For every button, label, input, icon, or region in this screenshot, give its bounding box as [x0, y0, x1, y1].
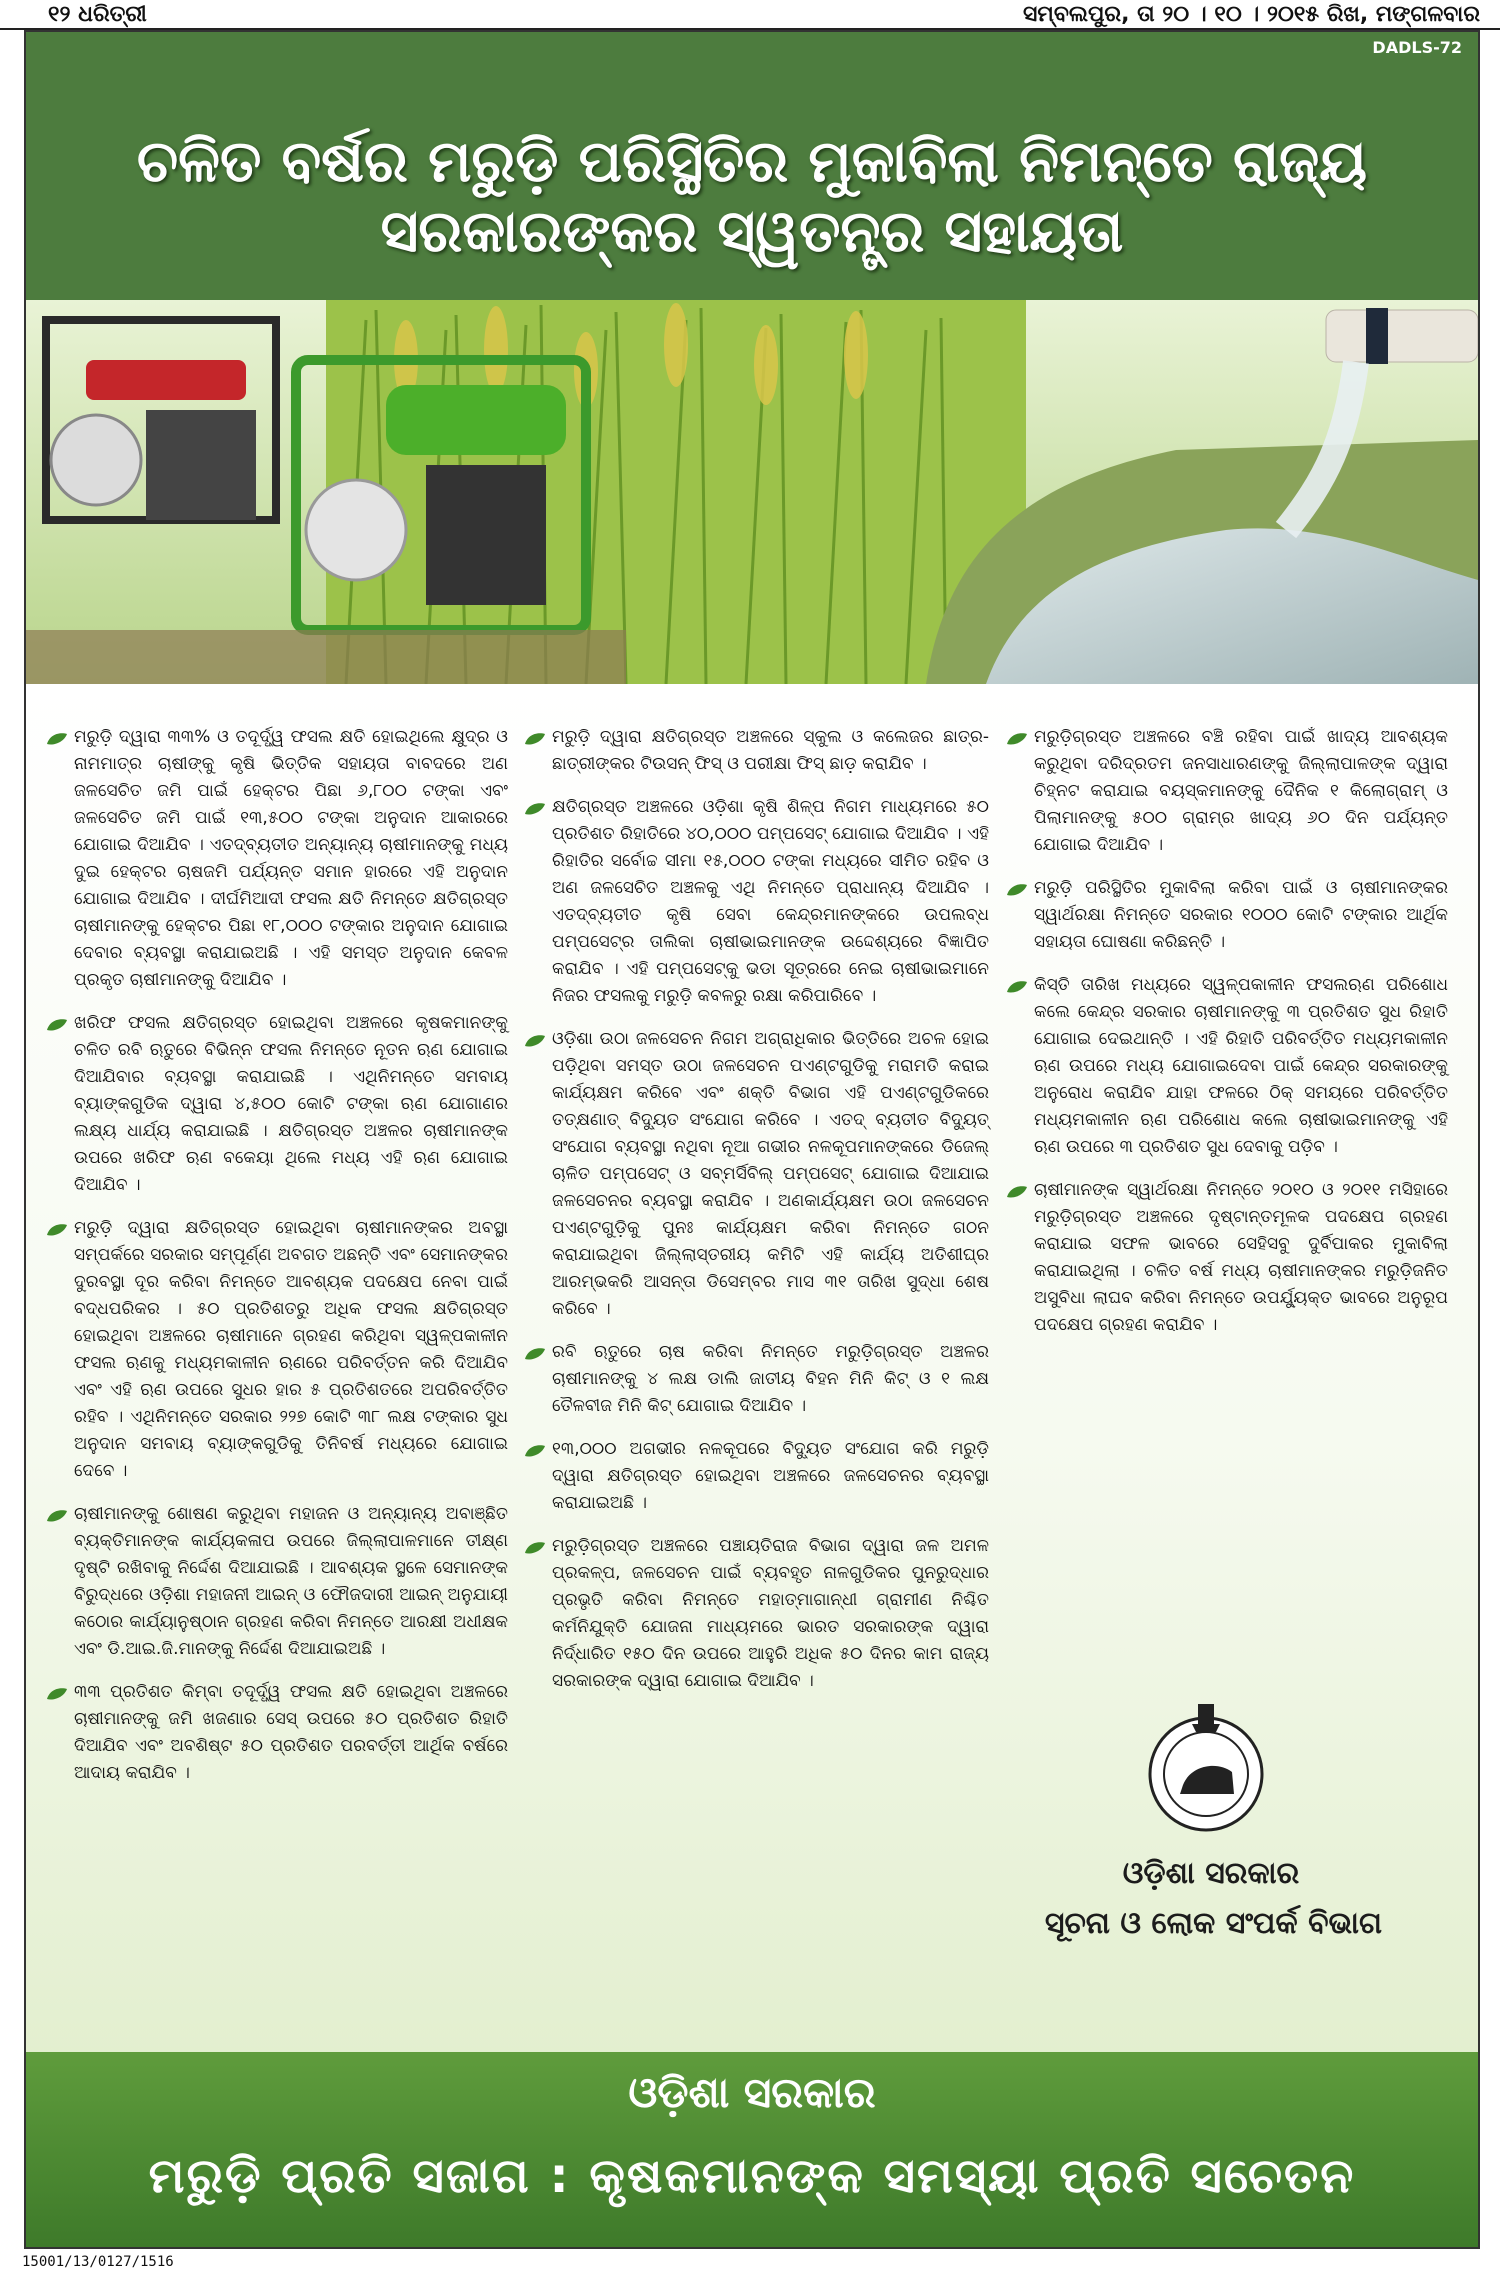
- list-item: ମରୁଡ଼ିଗ୍ରସ୍ତ ଅଞ୍ଚଳରେ ବଞ୍ଚି ରହିବା ପାଇଁ ଖାଦ୍ୟ ଆବଶ୍ୟକ କରୁଥିବା ଦରିଦ୍ରତମ ଜନସାଧାରଣଙ୍କୁ ଜିଲ୍ଲାପାଳଙ୍କ ଦ୍ୱାରା ଚିହ୍ନଟ କରାଯାଇ ବୟସ୍କମାନଙ୍କୁ ଦୈନିକ ୧ କିଲୋଗ୍ରାମ୍ ଓ ପିଲାମାନଙ୍କୁ ୫୦୦ ଗ୍ରାମ୍‌ର ଖାଦ୍ୟ ୬୦ ଦିନ ପର୍ଯ୍ୟନ୍ତ ଯୋଗାଇ ଦିଆଯିବ ।: [1006, 724, 1448, 859]
- dateline: ସମ୍ବଲପୁର, ତା ୨୦ । ୧୦ । ୨୦୧୫ ରିଖ, ମଙ୍ଗଳବାର: [1023, 2, 1480, 27]
- list-item: ରବି ଋତୁରେ ଚାଷ କରିବା ନିମନ୍ତେ ମରୁଡ଼ିଗ୍ରସ୍ତ ଅଞ୍ଚଳର ଚାଷୀମାନଙ୍କୁ ୪ ଲକ୍ଷ ଡାଲି ଜାତୀୟ ବିହନ ମିନି କିଟ୍ ଓ ୧ ଲକ୍ଷ ତୈଳବୀଜ ମିନି କିଟ୍ ଯୋଗାଇ ଦିଆଯିବ ।: [524, 1339, 989, 1420]
- leaf-bullet-icon: [1006, 1181, 1028, 1195]
- list-item: ୧୩,୦୦୦ ଅଗଭୀର ନଳକୂପରେ ବିଦ୍ୟୁତ ସଂଯୋଗ କରି ମରୁଡ଼ି ଦ୍ୱାରା କ୍ଷତିଗ୍ରସ୍ତ ହୋଇଥିବା ଅଞ୍ଚଳରେ ଜଳସେଚନର ବ୍ୟବସ୍ଥା କରାଯାଇଅଛି ।: [524, 1436, 989, 1517]
- print-code: 15001/13/0127/1516: [22, 2254, 174, 2270]
- advertisement: [24, 30, 1480, 2249]
- list-item: ଚାଷୀମାନଙ୍କୁ ଶୋଷଣ କରୁଥିବା ମହାଜନ ଓ ଅନ୍ୟାନ୍ୟ ଅବାଞ୍ଛିତ ବ୍ୟକ୍ତିମାନଙ୍କ କାର୍ଯ୍ୟକଳାପ ଉପରେ ଜିଲ୍ଲାପାଳମାନେ ତୀକ୍ଷ୍ଣ ଦୃଷ୍ଟି ରଖିବାକୁ ନିର୍ଦ୍ଦେଶ ଦିଆଯାଇଛି । ଆବଶ୍ୟକ ସ୍ଥଳେ ସେମାନଙ୍କ ବିରୁଦ୍ଧରେ ଓଡ଼ିଶା ମହାଜନୀ ଆଇନ୍ ଓ ଫୌଜଦାରୀ ଆଇନ୍ ଅନୁଯାୟୀ କଠୋର କାର୍ଯ୍ୟାନୁଷ୍ଠାନ ଗ୍ରହଣ କରିବା ନିମନ୍ତେ ଆରକ୍ଷୀ ଅଧୀକ୍ଷକ ଏବଂ ଡି.ଆଇ.ଜି.ମାନଙ୍କୁ ନିର୍ଦ୍ଦେଶ ଦିଆଯାଇଅଛି ।: [46, 1501, 508, 1663]
- leaf-bullet-icon: [524, 728, 546, 742]
- footer-title: ଓଡ଼ିଶା ସରକାର: [628, 2068, 876, 2117]
- leaf-bullet-icon: [46, 728, 68, 742]
- odisha-seal-icon: [1136, 1696, 1276, 1836]
- leaf-bullet-icon: [46, 1683, 68, 1697]
- page-number-masthead: ୧୨ ଧରିତ୍ରୀ: [48, 2, 147, 27]
- hero-image: [26, 300, 1478, 684]
- leaf-bullet-icon: [46, 1505, 68, 1519]
- content-area: [26, 684, 1478, 2054]
- column-3: [1006, 724, 1448, 1355]
- column-2: [524, 724, 989, 1711]
- list-item: ଚାଷୀମାନଙ୍କ ସ୍ୱାର୍ଥରକ୍ଷା ନିମନ୍ତେ ୨୦୧୦ ଓ ୨୦୧୧ ମସିହାରେ ମରୁଡ଼ିଗ୍ରସ୍ତ ଅଞ୍ଚଳରେ ଦୃଷ୍ଟାନ୍ତମୂଳକ ପଦକ୍ଷେପ ଗ୍ରହଣ କରାଯାଇ ସଫଳ ଭାବରେ ସେହିସବୁ ଦୁର୍ବିପାକର ମୁକାବିଲା କରାଯାଇଥିଲା । ଚଳିତ ବର୍ଷ ମଧ୍ୟ ଚାଷୀମାନଙ୍କର ମରୁଡ଼ିଜନିତ ଅସୁବିଧା ଲାଘବ କରିବା ନିମନ୍ତେ ଉପର୍ଯ୍ୟୁକ୍ତ ଭାବରେ ଅନୁରୂପ ପଦକ୍ଷେପ ଗ୍ରହଣ କରାଯିବ ।: [1006, 1177, 1448, 1339]
- list-item: ଓଡ଼ିଶା ଉଠା ଜଳସେଚନ ନିଗମ ଅଗ୍ରାଧିକାର ଭିତ୍ତିରେ ଅଚଳ ହୋଇ ପଡ଼ିଥିବା ସମସ୍ତ ଉଠା ଜଳସେଚନ ପଏଣ୍ଟଗୁଡିକୁ ମରାମତି କରାଇ କାର୍ଯ୍ୟକ୍ଷମ କରିବେ ଏବଂ ଶକ୍ତି ବିଭାଗ ଏହି ପଏଣ୍ଟଗୁଡିକରେ ତତ୍‌କ୍ଷଣାତ୍ ବିଦ୍ୟୁତ ସଂଯୋଗ କରିବେ । ଏତଦ୍ ବ୍ୟତୀତ ବିଦ୍ୟୁତ୍ ସଂଯୋଗ ବ୍ୟବସ୍ଥା ନଥିବା ନୂଆ ଗଭୀର ନଳକୂପମାନଙ୍କରେ ଡିଜେଲ୍ ଚାଳିତ ପମ୍ପସେଟ୍ ଓ ସବ୍‌ମର୍ସିବିଲ୍ ପମ୍ପସେଟ୍ ଯୋଗାଇ ଦିଆଯାଇ ଜଳସେଚନର ବ୍ୟବସ୍ଥା କରାଯିବ । ଅଣକାର୍ଯ୍ୟକ୍ଷମ ଉଠା ଜଳସେଚନ ପଏଣ୍ଟଗୁଡ଼ିକୁ ପୁନଃ କାର୍ଯ୍ୟକ୍ଷମ କରିବା ନିମନ୍ତେ ଗଠନ କରାଯାଇଥିବା ଜିଲ୍ଲାସ୍ତରୀୟ କମିଟି ଏହି କାର୍ଯ୍ୟ ଅତିଶୀଘ୍ର ଆରମ୍ଭକରି ଆସନ୍ତା ଡିସେମ୍ବର ମାସ ୩୧ ତାରିଖ ସୁଦ୍ଧା ଶେଷ କରିବେ ।: [524, 1026, 989, 1323]
- leaf-bullet-icon: [524, 1343, 546, 1357]
- headline-banner: [26, 32, 1478, 300]
- govt-name: ଓଡ଼ିଶା ସରକାର: [1122, 1856, 1300, 1891]
- column-1: [46, 724, 508, 1803]
- pumps-and-paddy-illustration: [26, 300, 1478, 684]
- list-item: ମରୁଡ଼ି ପରିସ୍ଥିତିର ମୁକାବିଲା କରିବା ପାଇଁ ଓ ଚାଷୀମାନଙ୍କର ସ୍ୱାର୍ଥରକ୍ଷା ନିମନ୍ତେ ସରକାର ୧୦୦୦ କୋଟି ଟଙ୍କାର ଆର୍ଥିକ ସହାୟତା ଘୋଷଣା କରିଛନ୍ତି ।: [1006, 875, 1448, 956]
- list-item: ମରୁଡ଼ି ଦ୍ୱାରା କ୍ଷତିଗ୍ରସ୍ତ ଅଞ୍ଚଳରେ ସ୍କୁଲ ଓ କଲେଜର ଛାତ୍ର-ଛାତ୍ରୀଙ୍କର ଟିଉସନ୍ ଫିସ୍ ଓ ପରୀକ୍ଷା ଫିସ୍ ଛାଡ଼ କରାଯିବ ।: [524, 724, 989, 778]
- leaf-bullet-icon: [1006, 728, 1028, 742]
- leaf-bullet-icon: [46, 1219, 68, 1233]
- list-item: କ୍ଷତିଗ୍ରସ୍ତ ଅଞ୍ଚଳରେ ଓଡ଼ିଶା କୃଷି ଶିଳ୍ପ ନିଗମ ମାଧ୍ୟମରେ ୫୦ ପ୍ରତିଶତ ରିହାତିରେ ୪୦,୦୦୦ ପମ୍ପସେଟ୍ ଯୋଗାଇ ଦିଆଯିବ । ଏହି ରିହାତିର ସର୍ବୋଚ୍ଚ ସୀମା ୧୫,୦୦୦ ଟଙ୍କା ମଧ୍ୟରେ ସୀମିତ ରହିବ ଓ ଅଣ ଜଳସେଚିତ ଅଞ୍ଚଳକୁ ଏଥି ନିମନ୍ତେ ପ୍ରାଧାନ୍ୟ ଦିଆଯିବ । ଏତଦ୍‌ବ୍ୟତୀତ କୃଷି ସେବା କେନ୍ଦ୍ରମାନଙ୍କରେ ଉପଲବ୍ଧ ପମ୍ପସେଟ୍‌ର ତାଲିକା ଚାଷୀଭାଇମାନଙ୍କ ଉଦ୍ଦେଶ୍ୟରେ ବିଜ୍ଞାପିତ କରାଯିବ । ଏହି ପମ୍ପସେଟ୍‌କୁ ଭଡା ସୂତ୍ରରେ ନେଇ ଚାଷୀଭାଇମାନେ ନିଜର ଫସଲକୁ ମରୁଡ଼ି କବଳରୁ ରକ୍ଷା କରିପାରିବେ ।: [524, 794, 989, 1010]
- leaf-bullet-icon: [1006, 976, 1028, 990]
- list-item: ଖରିଫ ଫସଲ କ୍ଷତିଗ୍ରସ୍ତ ହୋଇଥିବା ଅଞ୍ଚଳରେ କୃଷକମାନଙ୍କୁ ଚଳିତ ରବି ଋତୁରେ ବିଭିନ୍ନ ଫସଲ ନିମନ୍ତେ ନୂତନ ଋଣ ଯୋଗାଇ ଦିଆଯିବାର ବ୍ୟବସ୍ଥା କରାଯାଇଛି । ଏଥିନିମନ୍ତେ ସମବାୟ ବ୍ୟାଙ୍କଗୁଡିକ ଦ୍ୱାରା ୪,୫୦୦ କୋଟି ଟଙ୍କା ଋଣ ଯୋଗାଣର ଲକ୍ଷ୍ୟ ଧାର୍ଯ୍ୟ କରାଯାଇଛି । କ୍ଷତିଗ୍ରସ୍ତ ଅଞ୍ଚଳର ଚାଷୀମାନଙ୍କ ଉପରେ ଖରିଫ ଋଣ ବକେୟା ଥିଲେ ମଧ୍ୟ ଏହି ଋଣ ଯୋଗାଇ ଦିଆଯିବ ।: [46, 1010, 508, 1199]
- footer-slogan: ମରୁଡ଼ି ପ୍ରତି ସଜାଗ : କୃଷକମାନଙ୍କ ସମସ୍ୟା ପ୍ରତି ସଚେତନ: [148, 2148, 1356, 2204]
- list-item: ମରୁଡ଼ି ଦ୍ୱାରା କ୍ଷତିଗ୍ରସ୍ତ ହୋଇଥିବା ଚାଷୀମାନଙ୍କର ଅବସ୍ଥା ସମ୍ପର୍କରେ ସରକାର ସମ୍ପୂର୍ଣ୍ଣ ଅବଗତ ଅଛନ୍ତି ଏବଂ ସେମାନଙ୍କର ଦୁରବସ୍ଥା ଦୂର କରିବା ନିମନ୍ତେ ଆବଶ୍ୟକ ପଦକ୍ଷେପ ନେବା ପାଇଁ ବଦ୍ଧପରିକର । ୫୦ ପ୍ରତିଶତରୁ ଅଧିକ ଫସଲ କ୍ଷତିଗ୍ରସ୍ତ ହୋଇଥିବା ଅଞ୍ଚଳରେ ଚାଷୀମାନେ ଗ୍ରହଣ କରିଥିବା ସ୍ୱଳ୍ପକାଳୀନ ଫସଲ ଋଣକୁ ମଧ୍ୟମକାଳୀନ ଋଣରେ ପରିବର୍ତ୍ତନ କରି ଦିଆଯିବ ଏବଂ ଏହି ଋଣ ଉପରେ ସୁଧର ହାର ୫ ପ୍ରତିଶତରେ ଅପରିବର୍ତ୍ତିତ ରହିବ । ଏଥିନିମନ୍ତେ ସରକାର ୨୨୭ କୋଟି ୩୮ ଲକ୍ଷ ଟଙ୍କାର ସୁଧ ଅନୁଦାନ ସମବାୟ ବ୍ୟାଙ୍କଗୁଡିକୁ ତିନିବର୍ଷ ମଧ୍ୟରେ ଯୋଗାଇ ଦେବେ ।: [46, 1215, 508, 1485]
- leaf-bullet-icon: [524, 798, 546, 812]
- leaf-bullet-icon: [524, 1030, 546, 1044]
- leaf-bullet-icon: [524, 1440, 546, 1454]
- list-item: ୩୩ ପ୍ରତିଶତ କିମ୍ବା ତଦୂର୍ଦ୍ଧ୍ୱ ଫସଲ କ୍ଷତି ହୋଇଥିବା ଅଞ୍ଚଳରେ ଚାଷୀମାନଙ୍କୁ ଜମି ଖଜଣାର ସେସ୍ ଉପରେ ୫୦ ପ୍ରତିଶତ ରିହାତି ଦିଆଯିବ ଏବଂ ଅବଶିଷ୍ଟ ୫୦ ପ୍ରତିଶତ ପରବର୍ତ୍ତୀ ଆର୍ଥିକ ବର୍ଷରେ ଆଦାୟ କରାଯିବ ।: [46, 1679, 508, 1787]
- newspaper-header: [0, 0, 1500, 30]
- leaf-bullet-icon: [524, 1537, 546, 1551]
- headline: ଚଳିତ ବର୍ଷର ମରୁଡ଼ି ପରିସ୍ଥିତିର ମୁକାବିଲା ନିମନ୍ତେ ରାଜ୍ୟ ସରକାରଙ୍କର ସ୍ୱତନ୍ତ୍ର ସହାୟତା: [136, 127, 1368, 265]
- list-item: କିସ୍ତି ତାରିଖ ମଧ୍ୟରେ ସ୍ୱଳ୍ପକାଳୀନ ଫସଲଋଣ ପରିଶୋଧ କଲେ କେନ୍ଦ୍ର ସରକାର ଚାଷୀମାନଙ୍କୁ ୩ ପ୍ରତିଶତ ସୁଧ ରିହାତି ଯୋଗାଇ ଦେଇଥାନ୍ତି । ଏହି ରିହାତି ପରିବର୍ତ୍ତିତ ମଧ୍ୟମକାଳୀନ ଋଣ ଉପରେ ମଧ୍ୟ ଯୋଗାଇଦେବା ପାଇଁ କେନ୍ଦ୍ର ସରକାରଙ୍କୁ ଅନୁରୋଧ କରାଯିବ ଯାହା ଫଳରେ ଠିକ୍ ସମୟରେ ପରିବର୍ତ୍ତିତ ମଧ୍ୟମକାଳୀନ ଋଣ ପରିଶୋଧ କଲେ ଚାଷୀଭାଇମାନଙ୍କୁ ଏହି ଋଣ ଉପରେ ୩ ପ୍ରତିଶତ ସୁଧ ଦେବାକୁ ପଡ଼ିବ ।: [1006, 972, 1448, 1161]
- ad-code: DADLS-72: [1372, 38, 1462, 57]
- list-item: ମରୁଡ଼ି ଦ୍ୱାରା ୩୩% ଓ ତଦୂର୍ଦ୍ଧ୍ୱ ଫସଲ କ୍ଷତି ହୋଇଥିଲେ କ୍ଷୁଦ୍ର ଓ ନାମମାତ୍ର ଚାଷୀଙ୍କୁ କୃଷି ଭିତ୍ତିକ ସହାୟତା ବାବଦରେ ଅଣ ଜଳସେଚିତ ଜମି ପାଇଁ ହେକ୍ଟର ପିଛା ୬,୮୦୦ ଟଙ୍କା ଏବଂ ଜଳସେଚିତ ଜମି ପାଇଁ ୧୩,୫୦୦ ଟଙ୍କା ଅନୁଦାନ ଆକାରରେ ଯୋଗାଇ ଦିଆଯିବ । ଏତଦ୍‌ବ୍ୟତୀତ ଅନ୍ୟାନ୍ୟ ଚାଷୀମାନଙ୍କୁ ମଧ୍ୟ ଦୁଇ ହେକ୍ଟର ଚାଷଜମି ପର୍ଯ୍ୟନ୍ତ ସମାନ ହାରରେ ଏହି ଅନୁଦାନ ଯୋଗାଇ ଦିଆଯିବ । ଦୀର୍ଘମିଆଦୀ ଫସଲ କ୍ଷତି ନିମନ୍ତେ କ୍ଷତିଗ୍ରସ୍ତ ଚାଷୀମାନଙ୍କୁ ହେକ୍ଟର ପିଛା ୧୮,୦୦୦ ଟଙ୍କାର ଅନୁଦାନ ଯୋଗାଇ ଦେବାର ବ୍ୟବସ୍ଥା କରାଯାଇଅଛି । ଏହି ସମସ୍ତ ଅନୁଦାନ କେବଳ ପ୍ରକୃତ ଚାଷୀମାନଙ୍କୁ ଦିଆଯିବ ।: [46, 724, 508, 994]
- leaf-bullet-icon: [1006, 879, 1028, 893]
- list-item: ମରୁଡ଼ିଗ୍ରସ୍ତ ଅଞ୍ଚଳରେ ପଞ୍ଚାୟତିରାଜ ବିଭାଗ ଦ୍ୱାରା ଜଳ ଅମଳ ପ୍ରକଳ୍ପ, ଜଳସେଚନ ପାଇଁ ବ୍ୟବହୃତ ନାଳଗୁଡିକର ପୁନରୁଦ୍ଧାର ପ୍ରଭୃତି କରିବା ନିମନ୍ତେ ମହାତ୍ମାଗାନ୍ଧୀ ଗ୍ରାମୀଣ ନିଶ୍ଚିତ କର୍ମନିଯୁକ୍ତି ଯୋଜନା ମାଧ୍ୟମରେ ଭାରତ ସରକାରଙ୍କ ଦ୍ୱାରା ନିର୍ଦ୍ଧାରିତ ୧୫୦ ଦିନ ଉପରେ ଆହୁରି ଅଧିକ ୫୦ ଦିନର କାମ ରାଜ୍ୟ ସରକାରଙ୍କ ଦ୍ୱାରା ଯୋଗାଇ ଦିଆଯିବ ।: [524, 1533, 989, 1695]
- department-name: ସୂଚନା ଓ ଲୋକ ସଂପର୍କ ବିଭାଗ: [1044, 1906, 1383, 1941]
- leaf-bullet-icon: [46, 1014, 68, 1028]
- footer-banner: [26, 2052, 1478, 2247]
